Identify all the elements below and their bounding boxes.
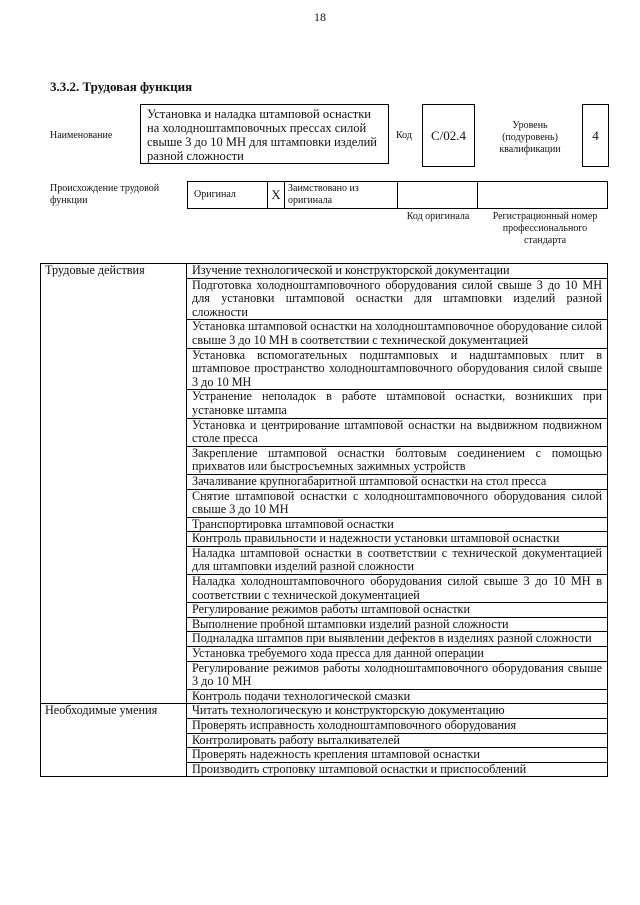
table-cell: Производить строповку штамповой оснастки и приспособлений <box>187 762 608 777</box>
original-code-label: Код оригинала <box>406 211 470 222</box>
table-cell: Установка требуемого хода пресса для данной операции <box>187 647 608 662</box>
table-cell: Регулирование режимов работы холодноштамповочного оборудования свыше 3 до 10 МН <box>187 661 608 689</box>
origin-table <box>187 181 608 209</box>
table-cell: Контроль правильности и надежности установки штамповой оснастки <box>187 532 608 547</box>
origin-label: Происхождение трудовой функции <box>50 183 160 206</box>
table-cell: Проверять надежность крепления штамповой оснастки <box>187 748 608 763</box>
name-label: Наименование <box>50 130 113 141</box>
level-label: Уровень (подуровень) квалификации <box>499 120 561 155</box>
table-cell: Установка штамповой оснастки на холодноштамповочное оборудование силой свыше 3 до 10 МН в соответствии с технической документацией <box>187 320 608 348</box>
borrowed-label: Заимствовано из оригинала <box>288 183 359 206</box>
page-number: 18 <box>314 10 326 24</box>
table-cell: Проверять исправность холодноштамповочного оборудования <box>187 719 608 734</box>
table-cell: Наладка штамповой оснастки в соответствии с технической документацией для штамповки изделий разной сложности <box>187 546 608 574</box>
table-cell: Транспортировка штамповой оснастки <box>187 517 608 532</box>
table-cell: Снятие штамповой оснастки с холодноштамповочного оборудования силой свыше 3 до 10 МН <box>187 489 608 517</box>
functions-table <box>40 263 608 777</box>
table-cell: Устранение неполадок в работе штамповой оснастки, возникших при установке штампа <box>187 390 608 418</box>
table-cell: Подготовка холодноштамповочного оборудования силой свыше 3 до 10 МН для установки штамповой оснастки для штамповки изделий разной сложности <box>187 278 608 320</box>
table-cell: Регулирование режимов работы штамповой оснастки <box>187 603 608 618</box>
table-cell: Закрепление штамповой оснастки болтовым соединением с помощью прихватов или быстросъемных зажимных устройств <box>187 446 608 474</box>
reg-number-label: Регистрационный номер профессионального стандарта <box>492 211 598 246</box>
original-label: Оригинал <box>194 189 236 200</box>
table-cell: Установка вспомогательных подштамповых и надштамповых плит в штамповое пространство холодноштамповочного оборудования силой свыше 3 до 10 МН <box>187 348 608 390</box>
code-label: Код <box>396 130 412 141</box>
function-name: Установка и наладка штамповой оснастки на холодноштамповочных прессах силой свыше 3 до 10 МН для штамповки изделий разной сложности <box>140 104 389 164</box>
original-code-cell <box>398 182 478 208</box>
section-heading: Необходимые умения <box>45 703 158 718</box>
table-cell: Изучение технологической и конструкторской документации <box>187 264 608 279</box>
table-cell: Выполнение пробной штамповки изделий разной сложности <box>187 617 608 632</box>
table-cell: Зачаливание крупногабаритной штамповой оснастки на стол пресса <box>187 474 608 489</box>
table-cell: Читать технологическую и конструкторскую документацию <box>187 704 608 719</box>
table-cell: Подналадка штампов при выявлении дефектов в изделиях разной сложности <box>187 632 608 647</box>
reg-number-cell <box>478 182 607 208</box>
section-heading: Трудовые действия <box>45 263 145 277</box>
section-title: 3.3.2. Трудовая функция <box>50 79 193 94</box>
table-row <box>41 264 608 279</box>
table-cell: Контроль подачи технологической смазки <box>187 689 608 704</box>
table-cell: Наладка холодноштамповочного оборудования силой свыше 3 до 10 МН в соответствии с технической документацией <box>187 575 608 603</box>
level-value: 4 <box>582 104 609 167</box>
table-cell: Контролировать работу выталкивателей <box>187 733 608 748</box>
section-heading-cell <box>41 704 187 777</box>
original-mark: X <box>271 187 281 202</box>
table-row <box>41 704 608 719</box>
table-cell: Установка и центрирование штамповой оснастки на выдвижном подвижном столе пресса <box>187 418 608 446</box>
code-value: С/02.4 <box>422 104 475 167</box>
section-heading-cell <box>41 264 187 704</box>
